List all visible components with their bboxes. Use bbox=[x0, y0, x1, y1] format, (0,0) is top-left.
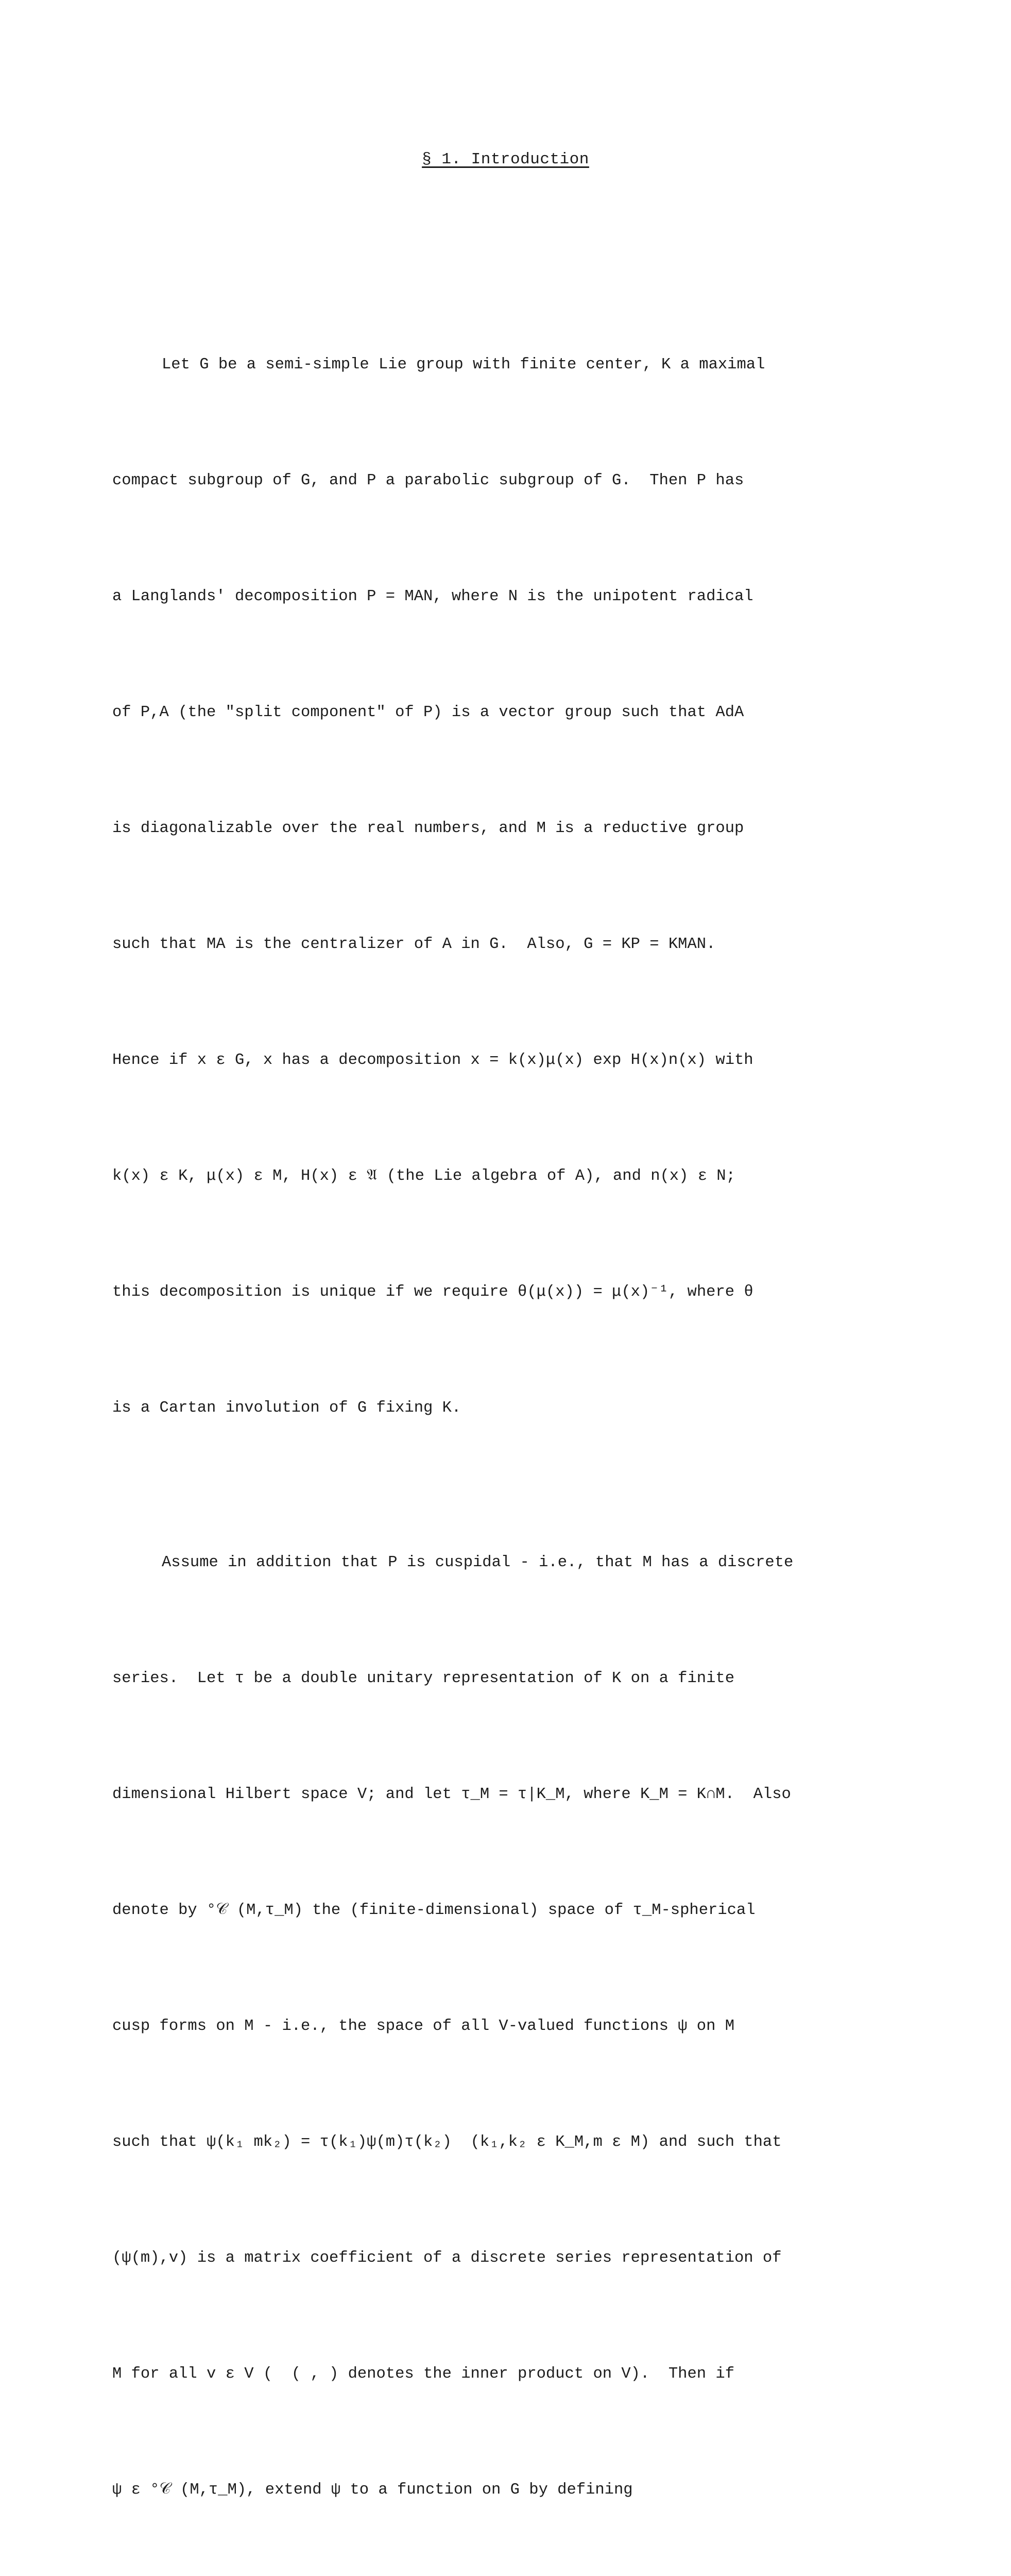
text-line: compact subgroup of G, and P a parabolic subgroup of G. Then P has bbox=[112, 472, 744, 489]
text-line: denote by °𝒞 (M,τ_M) the (finite-dimensional) space of τ_M-spherical bbox=[112, 1902, 756, 1919]
text-line: such that MA is the centralizer of A in G. Also, G = KP = KMAN. bbox=[112, 936, 716, 953]
text-line: of P,A (the "split component" of P) is a vector group such that AdA bbox=[112, 704, 744, 721]
text-line: Hence if x ε G, x has a decomposition x = k(x)μ(x) exp H(x)n(x) with bbox=[112, 1052, 753, 1069]
text-line: this decomposition is unique if we require θ(μ(x)) = μ(x)⁻¹, where θ bbox=[112, 1283, 753, 1301]
section-heading bbox=[0, 150, 1011, 168]
text-line: series. Let τ be a double unitary representation of K on a finite bbox=[112, 1670, 734, 1687]
text-line: is a Cartan involution of G fixing K. bbox=[112, 1399, 461, 1417]
text-line: a Langlands' decomposition P = MAN, where N is the unipotent radical bbox=[112, 588, 753, 605]
body-text bbox=[112, 230, 967, 2576]
text-line: such that ψ(k₁ mk₂) = τ(k₁)ψ(m)τ(k₂) (k₁,k₂ ε K_M,m ε M) and such that bbox=[112, 2133, 782, 2151]
text-line: is diagonalizable over the real numbers, and M is a reductive group bbox=[112, 820, 744, 837]
text-line: ψ ε °𝒞 (M,τ_M), extend ψ to a function on G by defining bbox=[112, 2481, 633, 2499]
section-heading-text: § 1. Introduction bbox=[422, 150, 589, 168]
text-line: dimensional Hilbert space V; and let τ_M = τ|K_M, where K_M = K∩M. Also bbox=[112, 1786, 791, 1803]
text-line: Assume in addition that P is cuspidal - i.e., that M has a discrete bbox=[162, 1554, 794, 1571]
text-line: M for all v ε V ( ( , ) denotes the inner product on V). Then if bbox=[112, 2365, 734, 2383]
text-line: (ψ(m),v) is a matrix coefficient of a discrete series representation of bbox=[112, 2249, 782, 2267]
text-line: Let G be a semi-simple Lie group with finite center, K a maximal bbox=[162, 356, 765, 374]
text-line: k(x) ε K, μ(x) ε M, H(x) ε 𝔄 (the Lie algebra of A), and n(x) ε N; bbox=[112, 1167, 735, 1185]
text-line: cusp forms on M - i.e., the space of all V-valued functions ψ on M bbox=[112, 2018, 734, 2035]
